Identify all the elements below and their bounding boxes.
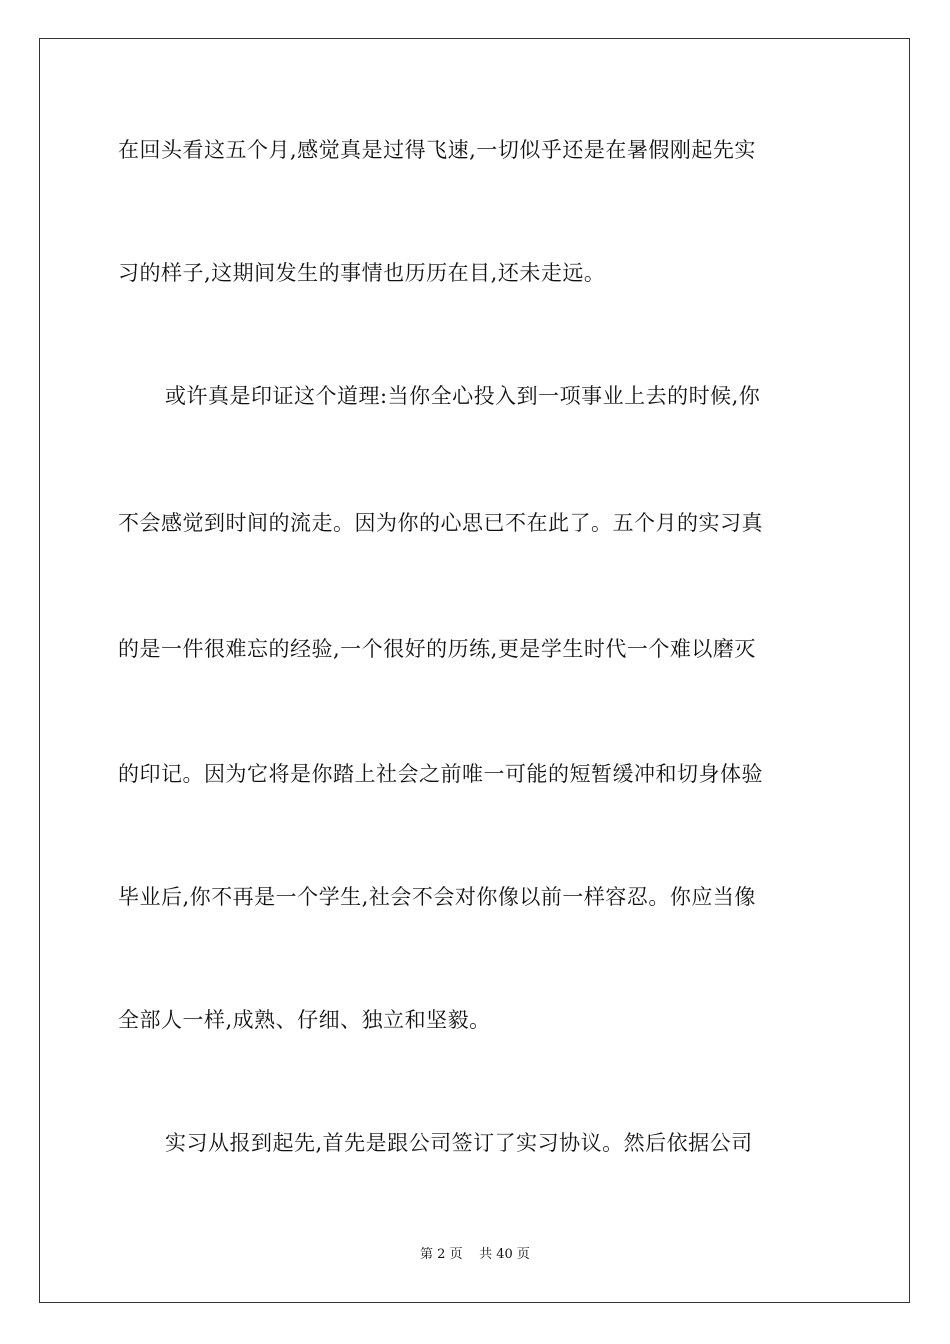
text-line-9: 实习从报到起先,首先是跟公司签订了实习协议。然后依据公司 [165, 1131, 753, 1155]
text-line-8: 全部人一样,成熟、仔细、独立和坚毅。 [118, 1008, 491, 1032]
text-line-6: 的印记。因为它将是你踏上社会之前唯一可能的短暂缓冲和切身体验 [118, 762, 763, 786]
text-line-3: 或许真是印证这个道理:当你全心投入到一项事业上去的时候,你 [165, 384, 761, 408]
page-border [39, 38, 910, 1303]
page-number: 第 2 页 [420, 1247, 463, 1262]
text-line-4: 不会感觉到时间的流走。因为你的心思已不在此了。五个月的实习真 [118, 511, 763, 535]
text-line-5: 的是一件很难忘的经验,一个很好的历练,更是学生时代一个难以磨灭 [118, 637, 756, 661]
text-line-2: 习的样子,这期间发生的事情也历历在目,还未走远。 [118, 261, 606, 285]
page-footer [0, 1246, 950, 1264]
page-total: 共 40 页 [479, 1247, 530, 1262]
text-line-7: 毕业后,你不再是一个学生,社会不会对你像以前一样容忍。你应当像 [118, 885, 756, 909]
text-line-1: 在回头看这五个月,感觉真是过得飞速,一切似乎还是在暑假刚起先实 [118, 138, 756, 162]
